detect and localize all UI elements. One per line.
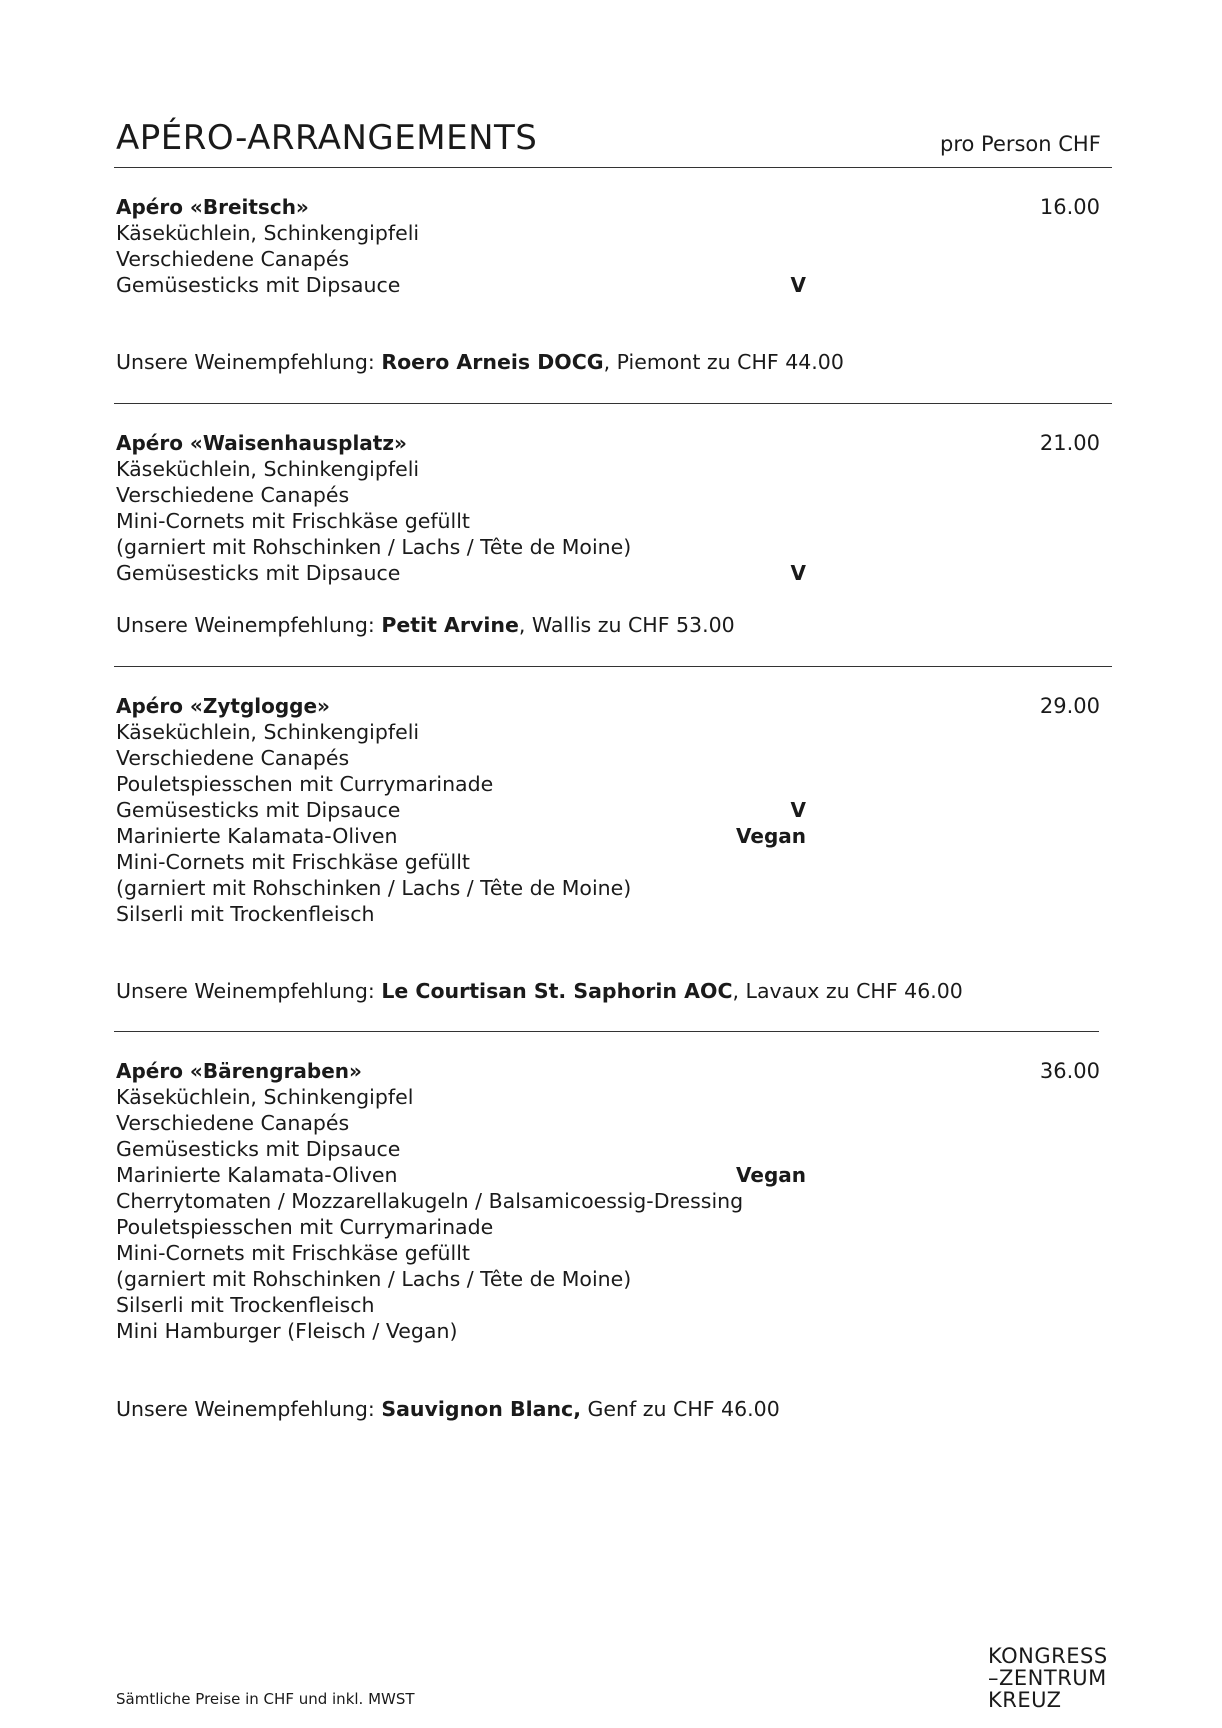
menu-item: (garniert mit Rohschinken / Lachs / Tête de Moine)	[116, 535, 632, 559]
page-title: APÉRO-ARRANGEMENTS	[116, 118, 538, 158]
package-price: 16.00	[1039, 195, 1100, 219]
menu-item: Verschiedene Canapés	[116, 247, 350, 271]
menu-item: Mini-Cornets mit Frischkäse gefüllt	[116, 850, 470, 874]
header-divider	[114, 167, 1112, 168]
menu-item: Verschiedene Canapés	[116, 483, 350, 507]
menu-item: Verschiedene Canapés	[116, 1111, 350, 1135]
menu-item: Verschiedene Canapés	[116, 746, 350, 770]
section-divider	[114, 666, 1112, 667]
logo-line: KREUZ	[988, 1688, 1062, 1712]
menu-item: Käseküchlein, Schinkengipfeli	[116, 457, 420, 481]
logo-line: KONGRESS	[988, 1644, 1108, 1668]
vegetarian-tag: V	[790, 798, 806, 822]
logo-line: –ZENTRUM	[988, 1666, 1107, 1690]
menu-item: Cherrytomaten / Mozzarellakugeln / Balsamicoessig-Dressing	[116, 1189, 744, 1213]
vegan-tag: Vegan	[736, 1163, 806, 1187]
menu-item: Pouletspiesschen mit Currymarinade	[116, 772, 494, 796]
package-name: Apéro «Breitsch»	[116, 195, 309, 219]
vegetarian-tag: V	[790, 273, 806, 297]
package-name: Apéro «Waisenhausplatz»	[116, 431, 407, 455]
menu-item: Käseküchlein, Schinkengipfeli	[116, 720, 420, 744]
menu-item: Mini Hamburger (Fleisch / Vegan)	[116, 1319, 458, 1343]
vegetarian-tag: V	[790, 561, 806, 585]
menu-item: Mini-Cornets mit Frischkäse gefüllt	[116, 1241, 470, 1265]
menu-item: (garniert mit Rohschinken / Lachs / Tête de Moine)	[116, 1267, 632, 1291]
wine-recommendation: Unsere Weinempfehlung: Petit Arvine, Wallis zu CHF 53.00	[116, 613, 735, 637]
section-divider	[114, 403, 1112, 404]
menu-item: Pouletspiesschen mit Currymarinade	[116, 1215, 494, 1239]
menu-item: Mini-Cornets mit Frischkäse gefüllt	[116, 509, 470, 533]
menu-item: Gemüsesticks mit Dipsauce	[116, 1137, 401, 1161]
menu-item: Gemüsesticks mit Dipsauce	[116, 798, 401, 822]
menu-item: Marinierte Kalamata-Oliven	[116, 1163, 398, 1187]
menu-item: Käseküchlein, Schinkengipfel	[116, 1085, 414, 1109]
package-price: 29.00	[1039, 694, 1100, 718]
menu-item: Gemüsesticks mit Dipsauce	[116, 561, 401, 585]
footer-note: Sämtliche Preise in CHF und inkl. MWST	[116, 1690, 415, 1708]
vegan-tag: Vegan	[736, 824, 806, 848]
package-price: 21.00	[1039, 431, 1100, 455]
package-price: 36.00	[1039, 1059, 1100, 1083]
section-divider	[114, 1031, 1099, 1032]
price-unit-note: pro Person CHF	[940, 132, 1101, 156]
menu-item: Silserli mit Trockenfleisch	[116, 902, 375, 926]
menu-item: Käseküchlein, Schinkengipfeli	[116, 221, 420, 245]
menu-item: Gemüsesticks mit Dipsauce	[116, 273, 401, 297]
menu-item: Marinierte Kalamata-Oliven	[116, 824, 398, 848]
logo	[988, 1645, 1108, 1711]
wine-recommendation: Unsere Weinempfehlung: Le Courtisan St. Saphorin AOC, Lavaux zu CHF 46.00	[116, 979, 963, 1003]
menu-item: Silserli mit Trockenfleisch	[116, 1293, 375, 1317]
package-name: Apéro «Zytglogge»	[116, 694, 330, 718]
wine-recommendation: Unsere Weinempfehlung: Roero Arneis DOCG, Piemont zu CHF 44.00	[116, 350, 844, 374]
menu-item: (garniert mit Rohschinken / Lachs / Tête de Moine)	[116, 876, 632, 900]
wine-recommendation: Unsere Weinempfehlung: Sauvignon Blanc, Genf zu CHF 46.00	[116, 1397, 780, 1421]
package-name: Apéro «Bärengraben»	[116, 1059, 362, 1083]
